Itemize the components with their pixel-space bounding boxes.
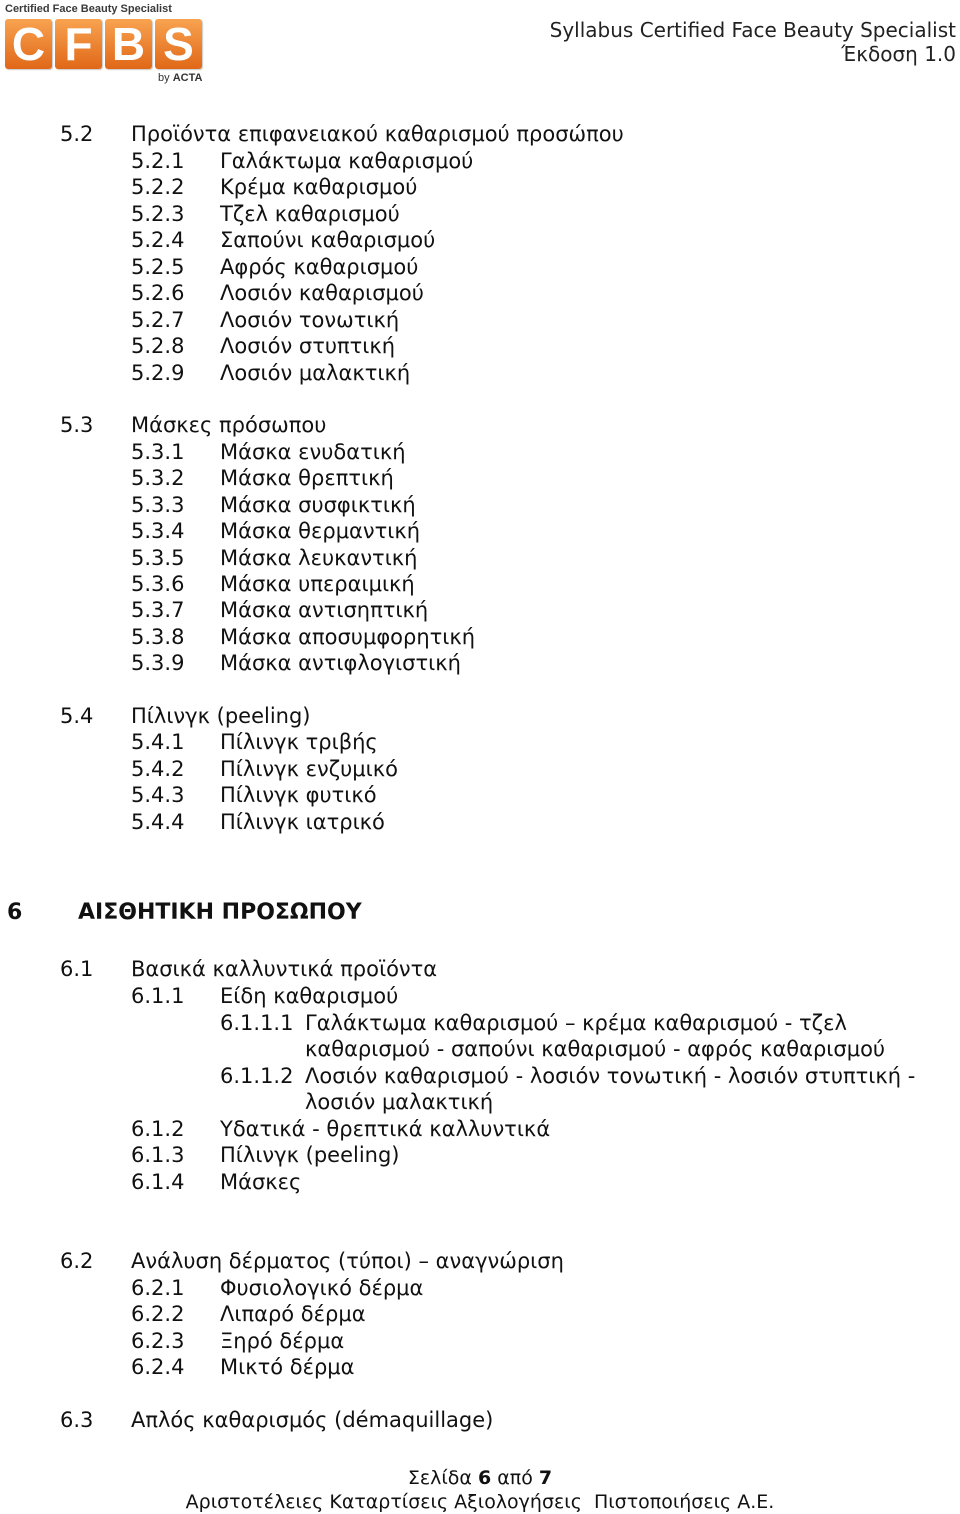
item-text: Πίλινγκ (peeling) [220,1143,400,1167]
item-number: 5.4.1 [131,730,185,754]
item-text: Αφρός καθαρισμού [220,255,419,279]
logo-tagline: Certified Face Beauty Specialist [5,3,172,15]
section-number: 5.2 [60,122,94,146]
logo-letter-f: F [55,19,102,69]
item-text: Φυσιολογικό δέρμα [220,1276,424,1300]
item-number: 5.2.8 [131,334,185,358]
item-number: 5.2.9 [131,361,185,385]
header-version: Έκδοση 1.0 [841,42,956,66]
item-number: 6.1.3 [131,1143,185,1167]
item-text: Είδη καθαρισμού [220,984,399,1008]
item-number: 5.4.3 [131,783,185,807]
item-number: 6.1.2 [131,1117,185,1141]
item-number: 5.2.3 [131,202,185,226]
item-text: Μικτό δέρμα [220,1355,355,1379]
logo-by-acta: by ACTA [158,72,203,84]
item-number: 5.3.7 [131,598,185,622]
item-number: 5.4.4 [131,810,185,834]
item-text: Λοσιόν καθαρισμού [220,281,424,305]
item-text: Μάσκα ενυδατική [220,440,406,464]
logo-letters [5,19,202,69]
item-text: Πίλινγκ φυτικό [220,783,377,807]
item-text: Μάσκες [220,1170,302,1194]
item-text: Πίλινγκ τριβής [220,730,378,754]
item-number: 5.3.8 [131,625,185,649]
section-title: Προϊόντα επιφανειακού καθαρισμού προσώπου [131,122,624,146]
chapter-title: ΑΙΣΘΗΤΙΚΗ ΠΡΟΣΩΠΟΥ [78,900,362,925]
chapter-number: 6 [7,900,23,925]
item-number: 5.2.7 [131,308,185,332]
item-number: 6.2.3 [131,1329,185,1353]
item-number: 5.2.1 [131,149,185,173]
item-text: Τζελ καθαρισμού [220,202,400,226]
item-text: Ξηρό δέρμα [220,1329,345,1353]
item-number: 5.2.4 [131,228,185,252]
section-title: Πίλινγκ (peeling) [131,704,311,728]
section-number: 6.1 [60,957,94,981]
subitem-number: 6.1.1.1 [220,1011,294,1035]
section-number: 5.4 [60,704,94,728]
section-title: Απλός καθαρισμός (démaquillage) [131,1408,494,1432]
cfbs-logo [5,3,207,85]
item-text: Μάσκα αντισηπτική [220,598,429,622]
subitem-text-continued: καθαρισμού - σαπούνι καθαρισμού - αφρός καθαρισμού [305,1037,886,1061]
section-number: 6.3 [60,1408,94,1432]
item-number: 5.2.6 [131,281,185,305]
item-number: 5.3.3 [131,493,185,517]
item-number: 5.2.2 [131,175,185,199]
item-text: Γαλάκτωμα καθαρισμού [220,149,474,173]
logo-letter-b: B [105,19,152,69]
item-text: Μάσκα αποσυμφορητική [220,625,476,649]
footer-company: Αριστοτέλειες Καταρτίσεις Αξιολογήσεις Πιστοποιήσεις Α.Ε. [185,1491,775,1513]
item-text: Λιπαρό δέρμα [220,1302,366,1326]
item-number: 6.2.4 [131,1355,185,1379]
item-text: Λοσιόν μαλακτική [220,361,411,385]
item-number: 5.3.9 [131,651,185,675]
item-text: Σαπούνι καθαρισμού [220,228,436,252]
item-text: Μάσκα αντιφλογιστική [220,651,461,675]
item-number: 6.2.2 [131,1302,185,1326]
item-number: 5.2.5 [131,255,185,279]
logo-letter-c: C [5,19,52,69]
item-number: 6.1.1 [131,984,185,1008]
item-number: 5.3.2 [131,466,185,490]
item-text: Κρέμα καθαρισμού [220,175,418,199]
section-number: 6.2 [60,1249,94,1273]
item-number: 5.3.4 [131,519,185,543]
section-title: Βασικά καλλυντικά προϊόντα [131,957,438,981]
section-number: 5.3 [60,413,94,437]
page-number: Σελίδα 6 από 7 [407,1467,553,1489]
item-number: 5.3.5 [131,546,185,570]
subitem-text: Γαλάκτωμα καθαρισμού – κρέμα καθαρισμού - τζελ [305,1011,847,1035]
item-text: Μάσκα θερμαντική [220,519,421,543]
item-text: Μάσκα συσφικτική [220,493,416,517]
item-text: Μάσκα λευκαντική [220,546,418,570]
item-number: 5.4.2 [131,757,185,781]
section-title: Ανάλυση δέρματος (τύποι) – αναγνώριση [131,1249,564,1273]
section-title: Μάσκες πρόσωπου [131,413,327,437]
header-title: Syllabus Certified Face Beauty Specialist [549,18,956,42]
item-text: Λοσιόν στυπτική [220,334,396,358]
subitem-number: 6.1.1.2 [220,1064,294,1088]
logo-letter-s: S [155,19,202,69]
item-number: 5.3.1 [131,440,185,464]
item-text: Πίλινγκ ιατρικό [220,810,385,834]
subitem-text: Λοσιόν καθαρισμού - λοσιόν τονωτική - λοσιόν στυπτική - [305,1064,916,1088]
item-text: Πίλινγκ ενζυμικό [220,757,398,781]
item-text: Μάσκα υπεραιμική [220,572,415,596]
item-text: Υδατικά - θρεπτικά καλλυντικά [220,1117,551,1141]
item-text: Μάσκα θρεπτική [220,466,394,490]
item-text: Λοσιόν τονωτική [220,308,400,332]
document-header [550,18,956,66]
subitem-text-continued: λοσιόν μαλακτική [305,1090,494,1114]
item-number: 5.3.6 [131,572,185,596]
item-number: 6.1.4 [131,1170,185,1194]
item-number: 6.2.1 [131,1276,185,1300]
